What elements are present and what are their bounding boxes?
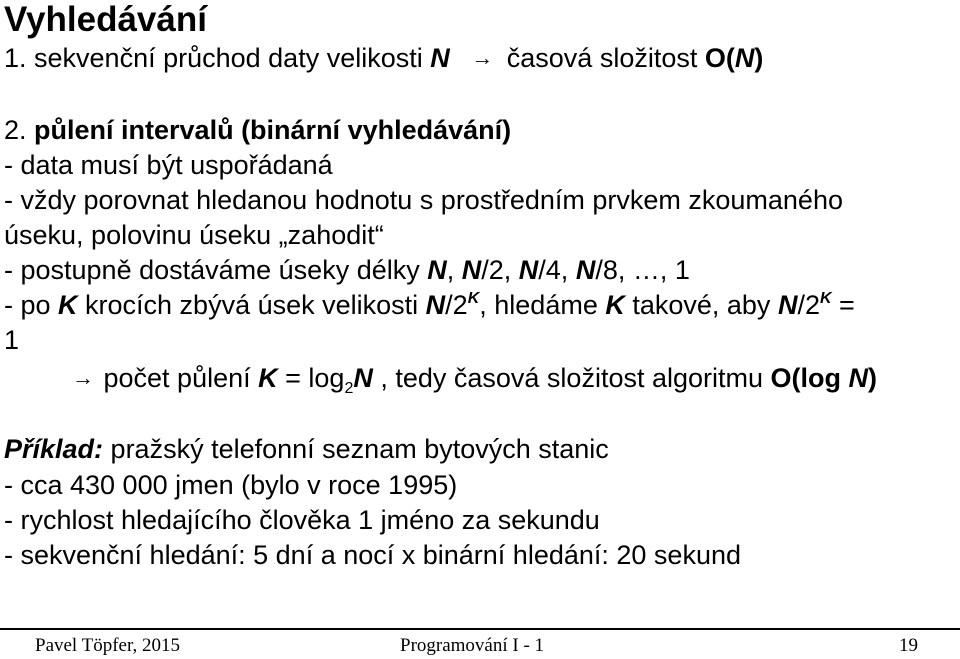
list-number: 2. (4, 115, 35, 145)
text: , tedy časová složitost algoritmu (372, 363, 771, 393)
text: pražský telefonní seznam bytových stanic (103, 434, 609, 464)
text: časová složitost (506, 43, 705, 73)
var-k: K (58, 290, 78, 320)
var-n: N (353, 363, 373, 393)
var-n: N (425, 290, 446, 320)
text: = log (277, 363, 345, 393)
text: = (831, 290, 855, 320)
text: , (446, 255, 462, 285)
exponent-k: K (819, 290, 832, 307)
text: /2, (481, 255, 519, 285)
complexity: ) (868, 363, 877, 393)
var-n: N (734, 43, 755, 73)
footer-author: Pavel Töpfer, 2015 (35, 635, 181, 656)
line-comparison: - sekvenční hledání: 5 dní a nocí x binární hledání: 20 sekund (4, 540, 741, 570)
text: /2 (797, 290, 820, 320)
var-n: N (427, 255, 447, 285)
text: /2 (445, 290, 468, 320)
heading-text: půlení intervalů (binární vyhledávání) (34, 115, 512, 145)
text: /4, (538, 255, 576, 285)
text: - postupně dostáváme úseky délky (4, 255, 428, 285)
footer-divider (0, 628, 960, 630)
var-n: N (461, 255, 482, 285)
text: krocích zbývá úsek velikosti (77, 290, 426, 320)
log-base: 2 (344, 380, 354, 397)
line-count: - cca 430 000 jmen (bylo v roce 1995) (4, 470, 458, 500)
var-n: N (777, 290, 798, 320)
line-lengths (4, 254, 690, 286)
var-n: N (848, 363, 868, 393)
line-example (4, 433, 609, 465)
line-sorted: - data musí být uspořádaná (4, 150, 333, 180)
line-one: 1 (4, 325, 20, 355)
arrow-right-icon: → (72, 365, 94, 390)
line-binary-heading (4, 114, 511, 146)
text: - po (4, 290, 59, 320)
example-label: Příklad: (4, 434, 104, 464)
line-compare: - vždy porovnat hledanou hodnotu s prostředním prvkem zkoumaného (4, 185, 843, 215)
line-speed: - rychlost hledajícího člověka 1 jméno za sekundu (4, 505, 600, 535)
line-discard: úseku, polovinu úseku „zahodit“ (4, 220, 384, 250)
slide-title: Vyhledávání (4, 0, 207, 39)
complexity: O(log (770, 363, 849, 393)
footer-page-number: 19 (899, 635, 918, 656)
text: /8, …, 1 (595, 255, 690, 285)
line-sequential (4, 42, 763, 74)
complexity: ) (754, 43, 764, 73)
var-n: N (518, 255, 539, 285)
exponent-k: K (467, 290, 480, 307)
var-k: K (258, 363, 278, 393)
line-halvings (72, 362, 877, 397)
arrow-right-icon: → (471, 45, 494, 70)
var-k: K (605, 290, 625, 320)
text: 1. sekvenční průchod daty velikosti (4, 43, 431, 73)
text: takové, aby (624, 290, 778, 320)
var-n: N (430, 43, 450, 73)
footer-course: Programování I - 1 (400, 635, 545, 656)
complexity: O( (704, 43, 735, 73)
var-n: N (575, 255, 596, 285)
text: , hledáme (479, 290, 606, 320)
line-k-steps (4, 289, 855, 321)
text: počet půlení (96, 363, 259, 393)
